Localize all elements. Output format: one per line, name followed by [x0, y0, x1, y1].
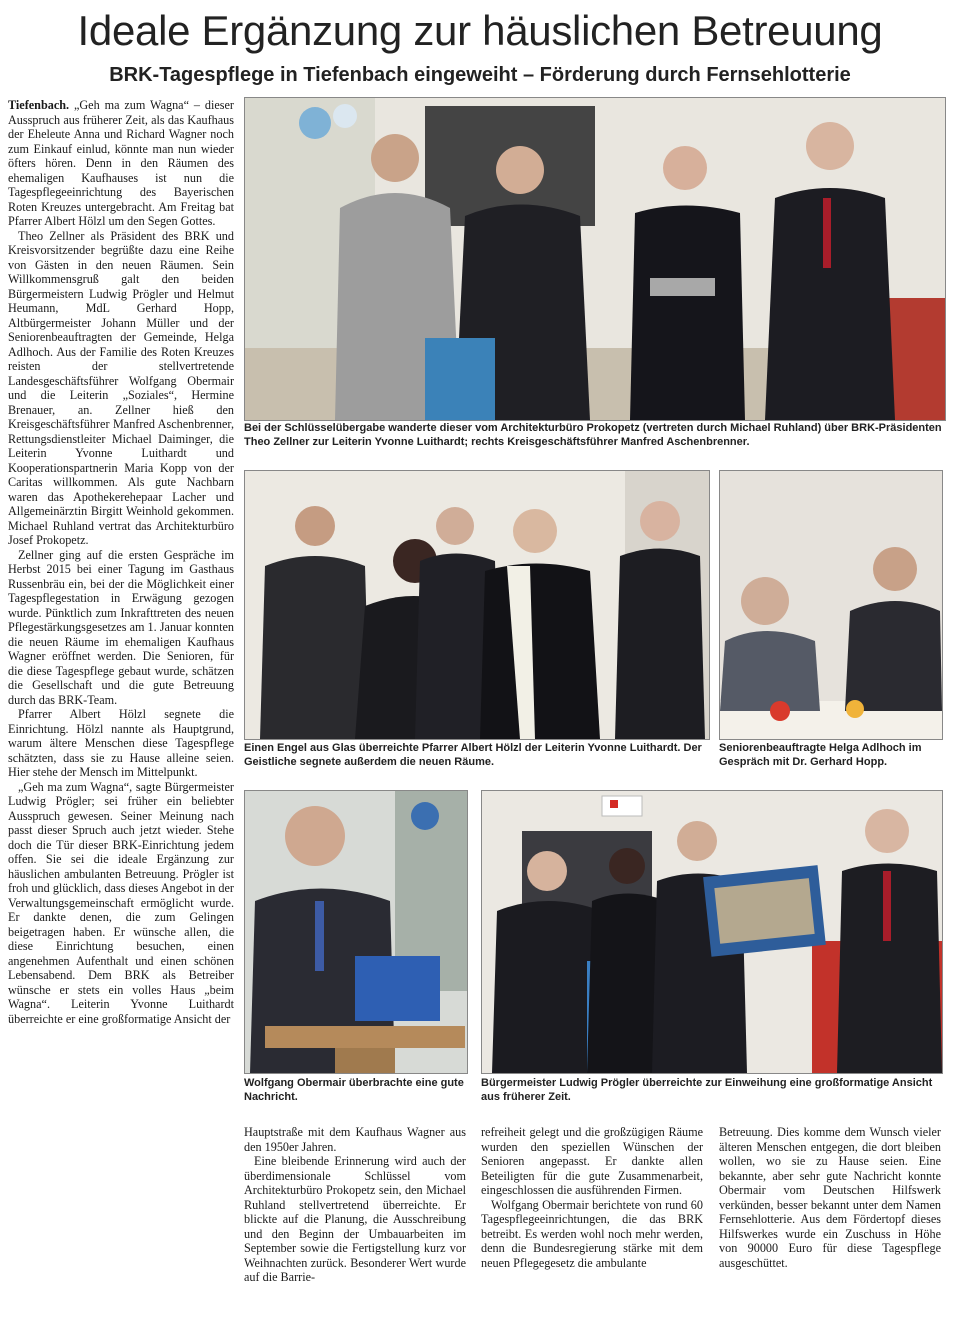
paragraph: Zellner ging auf die ersten Gespräche im Herbst 2015 bei einer Tagung im Gasthaus Russenbräu ein, bei der die Möglichkeit einer Tagespflegestation in Erwägung gezogen wurde. Pünktlich zum Inkrafttreten des neuen Pflegestärkungsgesetzes am 1. Januar konnten die neuen Räume im ehemaligen Kaufhaus Wagner eröffnet werden. Die Senioren, für die diese Tagespflege gebaut wurde, schätzen die Gesellschaft und die gute Betreuung durch das BRK-Team.: [8, 547, 234, 707]
article-column-3: [481, 1125, 703, 1320]
caption-photo-4: Wolfgang Obermair überbrachte eine gute Nachricht.: [244, 1077, 464, 1103]
caption-photo-1: Bei der Schlüsselübergabe wanderte dieser vom Architekturbüro Prokopetz (vertreten durch Michael Ruhland) über BRK-Präsidenten Theo Zellner zur Leiterin Yvonne Luithardt; rechts Kreisgeschäftsführer Manfred Aschenbrenner.: [244, 422, 942, 448]
paragraph: Theo Zellner als Präsident des BRK und Kreisvorsitzender begrüßte dazu eine Reihe von Gästen in den neuen Räumen. Sein Willkommensgruß galt den beiden Bürgermeistern Ludwig Prögler und Helmut Heumann, MdL Gerhard Hopp, Altbürgermeister Johann Müller und der Seniorenbeauftragten der Gemeinde, Helga Adlhoch. Aus der Familie des Roten Kreuzes reisten der stellvertretende Landesgeschäftsführer Wolfgang Obermair und die Leiterin „Soziales“, Hermine Brenauer, an. Zellner hieß den Kreisgeschäftsführer Manfred Aschenbrenner, Rettungsdienstleiter Michael Daiminger, die Leiterin Yvonne Luithardt und Kooperationspartnerin Maria Kopp von der Caritas willkommen. Als gute Nachbarn waren das Apothekerehepaar Lacher und Allgemeinärztin Birgitt Weinhold gekommen. Michael Ruhland vertrat das Architekturbüro Josef Prokopetz.: [8, 228, 234, 547]
paragraph: „Geh ma zum Wagna“, sagte Bürgermeister Ludwig Prögler; sei früher ein beliebter Ausspruch gewesen. Seiner Meinung nach passt dieser Spruch auch jetzt wieder. Stehe doch die Tür dieser BRK-Einrichtung jedem offen. Sie sei die ideale Ergänzung zur häuslichen ambulanten Betreuung. Prögler ist froh und glücklich, dass dieses Angebot in der Verwaltungsgemeinschaft ermöglicht wurde. Er dankte denen, die zum Gelingen beigetragen haben. Er wünsche allen, die diese Einrichtung besuchen, einen angenehmen Aufenthalt und einen schönen Lebensabend. Dem BRK als Betreiber wünsche er stets ein volles Haus „beim Wagna“. Leiterin Yvonne Luithardt überreichte er eine großformatige Ansicht der: [8, 779, 234, 1026]
subheadline: BRK-Tagespflege in Tiefenbach eingeweiht – Förderung durch Fernsehlotterie: [109, 64, 851, 86]
caption-photo-5: Bürgermeister Ludwig Prögler überreichte zur Einweihung eine großformatige Ansicht aus früherer Zeit.: [481, 1077, 933, 1103]
article-column-1: [8, 98, 234, 1308]
paragraph: Wolfgang Obermair berichtete von rund 60 Tagespflegeeinrichtungen, die das BRK betreibt. Es werden wohl noch mehr werden, denn die Bundesregierung stärke mit dem neuen Pflegegesetz die ambulante: [481, 1197, 703, 1270]
article-column-2: [244, 1125, 466, 1320]
photo-speaker: [244, 790, 468, 1074]
caption-photo-2: Einen Engel aus Glas überreichte Pfarrer Albert Hölzl der Leiterin Yvonne Luithardt. Der Geistliche segnete außerdem die neuen Räume.: [244, 742, 702, 768]
paragraph: Tiefenbach. „Geh ma zum Wagna“ – dieser Ausspruch aus früherer Zeit, als das Kaufhaus der Eheleute Anna und Richard Wagner noch zum Einkauf einlud, könnte man nun wieder öfters hören. Denn in den Räumen des ehemaligen Kaufhauses ist nun die Tagespflegeeinrichtung des Bayerischen Roten Kreuzes untergebracht. Am Freitag bat Pfarrer Albert Hölzl um den Segen Gottes.: [8, 98, 234, 228]
photo-glass-angel: [244, 470, 710, 740]
photo-picture-handover: [481, 790, 943, 1074]
paragraph: Betreuung. Dies komme dem Wunsch vieler älteren Menschen entgegen, die dort bleiben wollen, wo sie zu Hause seien. Eine bekannte, aber sehr gute Nachricht konnte Obermair vom Deutschen Hilfswerk verkünden, besser bekannt unter dem Namen Fernsehlotterie. Aus dem Fördertopf dieses Hilfswerkes wurde ein Zuschuss in Höhe von 90000 Euro für diese Tagespflege ausgeschüttet.: [719, 1125, 941, 1270]
dateline: Tiefenbach.: [8, 98, 70, 112]
article-column-4: [719, 1125, 941, 1320]
paragraph: Pfarrer Albert Hölzl segnete die Einrichtung. Hölzl nannte als Hauptgrund, warum ältere Menschen diese Tagespflege schätzten, dass sie zu Hause alleine seien. Hier stehe der Mensch im Mittelpunkt.: [8, 707, 234, 779]
paragraph: refreiheit gelegt und die großzügigen Räume wurden den speziellen Wünschen der Senioren angepasst. Er dankte allen Beteiligten für die gute Zusammenarbeit, eingeschlossen die ausführenden Firmen.: [481, 1125, 703, 1197]
headline: Ideale Ergänzung zur häuslichen Betreuung: [77, 7, 883, 54]
paragraph: Eine bleibende Erinnerung wird auch der überdimensionale Schlüssel vom Architekturbüro Prokopetz sein, den Michael Ruhland stellvertretend überreichte. Er blickte auf die Planung, die Ausschreibung und den Beginn der Umbauarbeiten im September sowie die Fertigstellung kurz vor Weihnachten zurück. Besonderer Wert wurde auf die Barrie-: [244, 1154, 466, 1284]
photo-senior-officer: [719, 470, 943, 740]
photo-key-handover: [244, 97, 946, 421]
paragraph: Hauptstraße mit dem Kaufhaus Wagner aus den 1950er Jahren.: [244, 1125, 466, 1154]
caption-photo-3: Seniorenbeauftragte Helga Adlhoch im Gespräch mit Dr. Gerhard Hopp.: [719, 742, 922, 768]
